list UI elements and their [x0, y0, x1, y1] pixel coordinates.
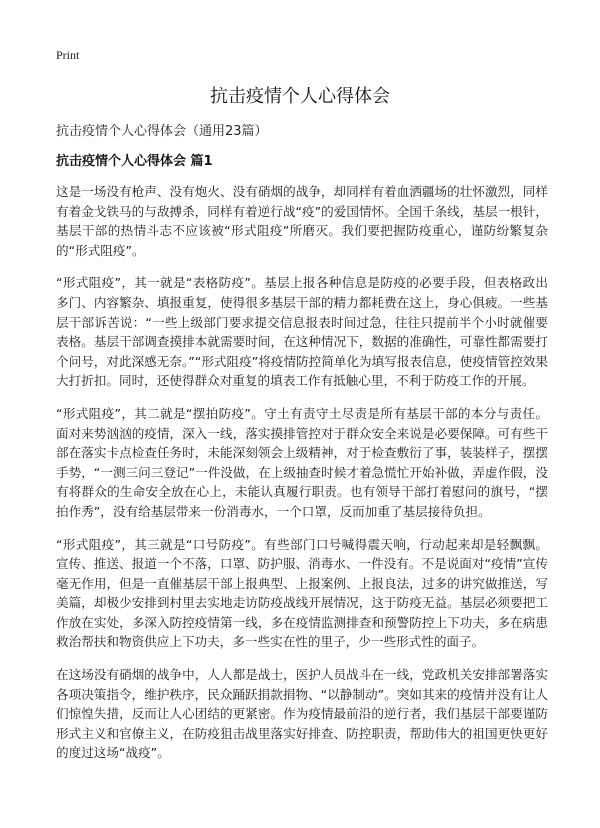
paragraph-4: “形式阻疫”，其三就是“口号防疫”。有些部门口号喊得震天响，行动起来却是轻飘飘。宣传、推送、报道一个不落，口罩、防护服、消毒水、一件没有。不是说面对“疫情”宣传毫无作用，但是一直催基层干部上报典型、上报案例、上报良法，过多的讲究做推送，写美篇，却极少安排到村里去实地走访防疫战线开展情况，这于防疫无益。基层必须要把工作放在实处，多深入防控疫情第一线，多在疫情监测排查和预警防控上下功夫，多在病患救治帮扶和物资供应上下功夫，多一些实在性的里子，少一些形式性的面子。 — [56, 536, 548, 650]
paragraph-3: “形式阻疫”，其二就是“摆拍防疫”。守土有责守土尽责是所有基层干部的本分与责任。面对来势汹汹的疫情，深入一线，落实摸排管控对于群众安全来说是必要保障。可有些干部在落实卡点检查任务时，未能深刻领会上级精神，对于检查敷衍了事，装装样子，摆摆手势，“一测三问三登记”一件没做，在上级抽查时候才着急慌忙开始补做，弄虚作假，没有将群众的生命安全放在心上，未能认真履行职责。也有领导干部打着慰问的旗号，“摆拍作秀”，没有给基层带来一份消毒水，一个口罩，反而加重了基层接待负担。 — [56, 405, 548, 519]
document-title: 抗击疫情个人心得体会 — [210, 86, 390, 107]
paragraph-5: 在这场没有硝烟的战争中，人人都是战士，医护人员战斗在一线，党政机关安排部署落实各项决策指令，维护秩序，民众踊跃捐款捐物、“以静制动”。突如其来的疫情并没有让人们惊惶失措，反而让人心团结的更紧密。作为疫情最前沿的逆行者，我们基层干部要谨防形式主义和官僚主义，在防疫狙击战里落实好排查、防控职责，帮助伟大的祖国更快更好的度过这场“战疫”。 — [56, 667, 548, 761]
print-link[interactable]: Print — [56, 48, 80, 62]
paragraph-1: 这是一场没有枪声、没有炮火、没有硝烟的战争，却同样有着血洒疆场的壮怀激烈，同样有着金戈铁马的与敌搏杀，同样有着逆行战“疫”的爱国情怀。全国千条线，基层一根针，基层干部的热情斗志不应该被“形式阻疫”所磨灭。我们要把握防疫重心，谨防纷繁复杂的“形式阻疫”。 — [56, 184, 548, 258]
article-body — [56, 182, 548, 776]
paragraph-2: “形式阻疫”，其一就是“表格防疫”。基层上报各种信息是防疫的必要手段，但表格政出多门、内容繁杂、填报重复，使得很多基层干部的精力都耗费在这上，身心俱疲。一些基层干部诉苦说：“一些上级部门要求提交信息报表时间过急，往往只提前半个小时就催要表格。基层干部调查摸排本就需要时间，在这种情况下，数据的准确性，可靠性都需要打个问号，对此深感无奈。”“形式阻疫”将疫情防控简单化为填写报表信息，使疫情管控效果大打折扣。同时，还使得群众对重复的填表工作有抵触心里，不利于防疫工作的开展。 — [56, 275, 548, 389]
section-heading: 抗击疫情个人心得体会 篇1 — [56, 154, 213, 169]
document-subtitle: 抗击疫情个人心得体会（通用23篇） — [56, 124, 268, 139]
